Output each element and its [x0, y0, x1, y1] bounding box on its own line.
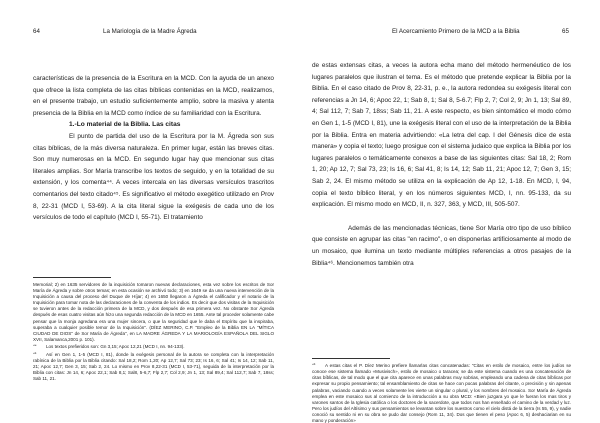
right-page-number: 65: [562, 28, 569, 35]
left-footnotes: [33, 282, 274, 383]
left-page-number: 64: [33, 28, 40, 35]
right-page: [300, 0, 600, 423]
footnote-44: ⁴⁴ Los textos prefieridos son: Gn 3,15; Apoc 12,21 (MCD I, nn. 94-133).: [33, 343, 185, 350]
left-running-title: La Mariología de la Madre Ágreda: [103, 28, 197, 35]
footnote-45-mark: ⁴⁵: [33, 350, 37, 356]
right-footnote-rule: [312, 358, 390, 359]
left-body-text: [33, 73, 274, 224]
right-paragraph-2: Además de las mencionadas técnicas, tiene Sor María otro tipo de uso bíblico que consiste en agrupar las citas "en racimo", o en disponerlas artificiosamente al modo de un mosaico, que ilumina un texto mediante múltiples referencias a otros pasajes de la Biblia⁴⁶. Mencionemos también otra: [312, 224, 571, 267]
right-running-title: El Acercamiento Primero de la MCD a la Biblia: [392, 28, 520, 35]
left-paragraph-1: características de la presencia de la Escritura en la MCD. Con la ayuda de un anexo que ofrece la lista completa de las citas bíblicas contenidas en la MCD, realizamos, en el presente trabajo, un estudio suficientemente amplio, sobre la masiva y atenta presencia de la Biblia en la MCD como índice de su familiaridad con la Escritura.: [33, 75, 274, 117]
footnote-46: ⁴⁶ A estas citas el P. Díez Merino prefiere llamarlas citas concatenadas: "Citas en estilo de mosaico, entre los judíos se conoce ese sistema llamado «Musivisch», estilo de mosaico o taracea; se da este sistema cuando es una concatenación de citas bíblicas, de tal modo que el que cita aparece en unas palabras muy sobrias, empleando una cadena de citas bíblicas por expresar su propio pensamiento; tal ensamblamiento de citas se hace con pocas palabras del citante, o precisión y sin apenas palabras, vaciando cuando a veces solamente les vierte un singular o plural, y los nombres del mosaico. Sor María de Ágreda emplea en este mosaico sus al comienzo de la introducción a su obra MCD: «Bien juzgara yo que le fueran los mas tiros y varones santos de la Iglesia católica o los doctores de la sacerdote, que todos nos han enseñado el camino de la verdad y luz. Pero los judíos del Altísimo y sus pensamientos se levantan sobre los nuestros como el cielo distá de la tierra (Is 55, 9), y nadie conoció su sentido ni en su obra se pudo dar consejo (Rom 11, 34). Dos que tienen el peso (Apoc 6, 5) deshaciarian en su mano y ponderación»: [312, 362, 571, 423]
right-body-text: [312, 60, 571, 269]
section-heading: 1.-Lo material de la Biblia. Las citas: [69, 121, 181, 129]
footnote-45: ⁴⁵ Así en Gen 1, 1-5 (MCD I, 81), donde la exégesis personal de la autora se completa con la interpretación rabínica de la Biblia por la Biblia citando: Sal 18,2; Rom 1,20; Ap 12,7; Sal 73; 23; Is 16, 6; Sal 41; Is 14, 12; Sab 11, 21; Apoc 12,7; Gen 3, 15; Sab 2, 24. Lo mismo en Prov 8,22-31 (MCD I, 53-71), seguida de la interpretación por la Biblia con citas: Jn 14, 6; Apoc 22,1; Sab 8,1; Sal8, 5-6,7; Flp 2,7; Col 2,9; Jn 1, 13; Sal 89,4; Sal 112,7; Sab 7, 18ss; Sab 11, 21.: [33, 350, 274, 382]
left-footnote-rule: [33, 277, 111, 278]
right-running-head: [300, 27, 600, 37]
footnote-44-mark: ⁴⁴: [33, 343, 37, 349]
footnote-continued: Memorial; 2) en 1635 servidores de la inquisición tomaron nuevas declaraciones, esta vez sobre los escritos de Sor María de Ágreda y sobre otros temas; en esta ocasión se archivó todo; 3) en 1649 se da una nueva intervención de la Inquisición a causa del proceso del Duque de Híjar; 4) en 1650 llegaron a Ágreda el calificador y el notario de la Inquisición para tomar nota de las declaraciones de la conventa de los indios. Es decir que dos visitas de la Inquisición se tuvieron antes de la redacción primera de la MCD, y dos después de esa primera vez. No obstante Sor Ágreda después de esas cuatro visitas aún hizo una segunda redacción de la MCD en 1655. Ante tal proceder solamente cabe pensar que la monja agredana era una mujer sincera, o que la seguridad que le daba el Espíritu que la inspiraba, superaba a cualquier posible temor de la Inquisición". (DÍEZ MERINO, C.P. "Empleo de la Biblia EN LA "MÍTICA CIUDAD DE DIOS" de Sor María de Ágreda", en LA MADRE ÁGREDA Y LA MARIOLOGÍA ESPAÑOLA DEL SIGLO XVII, Salamanca,2001 p. 101).: [33, 282, 274, 342]
left-paragraph-2: El punto de partida del uso de la Escritura por la M. Ágreda son sus citas bíblicas, de la más diversa naturaleza. En primer lugar, están las breves citas. Son muy numerosas en la MCD. En segundo lugar hay que mencionar sus citas literales amplias. Sor María transcribe los textos de seguido, y en la totalidad de su extensión, y los comenta⁴⁴. A veces intercala en las diversas versículos trascritos comentarios del texto citado⁴⁵. Es significativo el método exegético utilizado en Prov 8, 22-31 (MCD I, 53-69). A la cita literal sigue la exégesis de cada uno de los versículos de todo el capítulo (MCD I, 55-71). El tratamiento: [33, 132, 274, 222]
left-running-head: [0, 27, 300, 37]
footnote-46-mark: ⁴⁶: [312, 362, 316, 367]
right-footnotes: [312, 362, 571, 423]
right-paragraph-1: de estas extensas citas, a veces la autora echa mano del método hermenéutico de los lugares paralelos que ilustran el tema. Es el método que pretende explicar la Biblia por la Biblia. En el caso citado de Prov 8, 22-31, p. e., la autora redondea su exégesis literal con referencias a Jn 14, 6; Apoc 22, 1; Sab 8, 1; Sal 8, 5-6.7; Flp 2, 7; Col 2, 9; Jn 1, 13; Sal 89, 4; Sal 112, 7; Sab 7, 18ss; Sab 11, 21. A este respecto, es bien sintomático el modo cómo en Gen 1, 1-5 (MCD I, 81), une la exégesis literal con el uso de la interpretación de la Biblia por la Biblia. Entra en materia advirtiendo: «La letra del cap. I del Génesis dice de esta manera» y copia el texto; luego prosigue con el sistema judaico que explica la Biblia por los lugares paralelos o temáticamente conexos a base de las siguientes citas: Sal 18, 2; Rom 1, 20; Ap 12, 7; Sal 73, 23; Is 16, 6; Sal 41, 8; Is 14, 12; Sab 11, 21; Apoc 12, 7; Gen 3, 15; Sab 2, 24. El mismo método se utiliza en la explicación de Ap 12, 1-18. En MCD, I, 94, copia el texto bíblico literal, y en los números siguientes MCD, I, nn. 95-133, da su explicación. El mismo modo en MCD, II, n. 327, 363, y MCD, III, 505-507.: [312, 62, 571, 209]
